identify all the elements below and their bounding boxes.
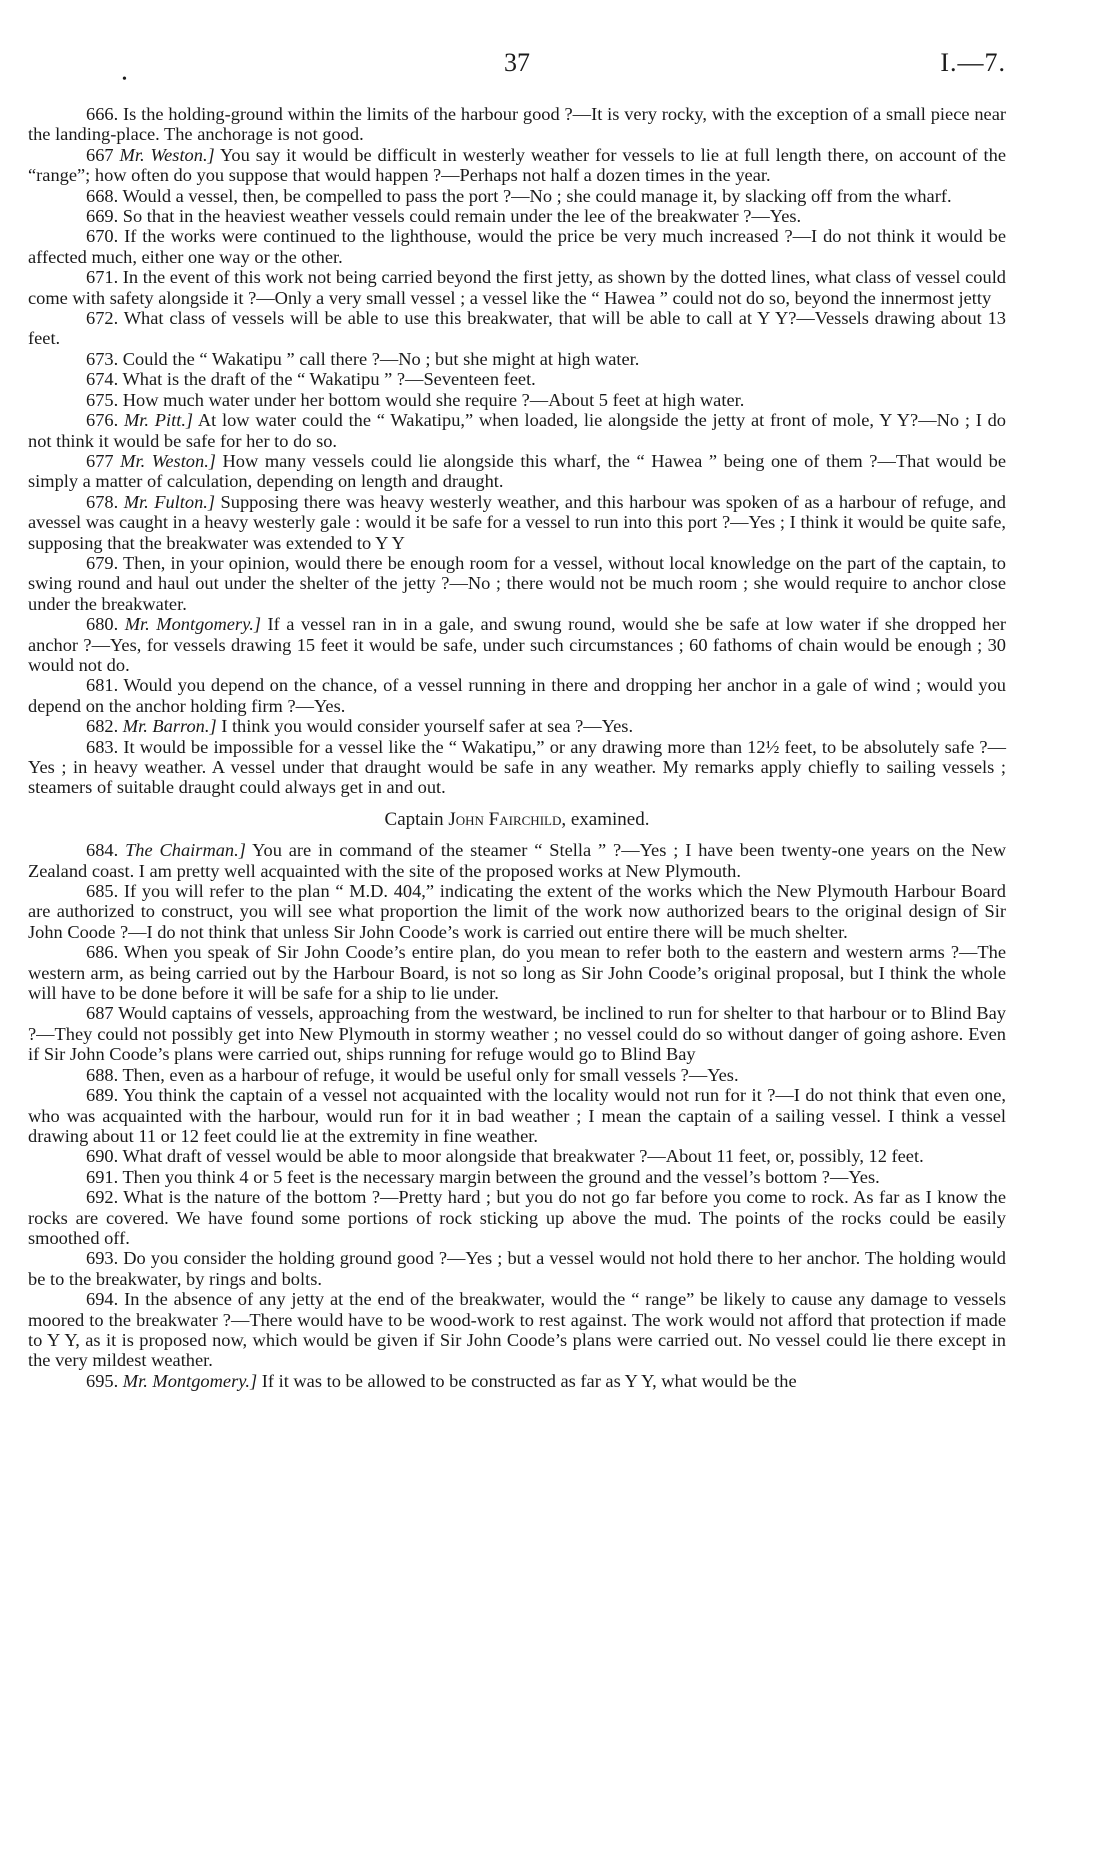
question-number: 695.	[86, 1370, 123, 1391]
paragraph-text: 694. In the absence of any jetty at the end of the breakwater, would the “ range” be likely to cause any damage to vessels moored to the breakwater ?—There would have to be wood-work to rest against. The work would not afford that protection if made to Y Y, as it is proposed now, which would be given if Sir John Coode’s plans were carried out. No vessel could lie there except in the very mildest weather.	[28, 1289, 1006, 1371]
question-paragraph	[28, 1065, 1006, 1085]
paragraph-text: 668. Would a vessel, then, be compelled to pass the port ?—No ; she could manage it, by slacking off from the wharf.	[86, 185, 952, 206]
paragraph-text: You are in command of the steamer “ Stella ” ?—Yes ; I have been twenty-one years on the New Zealand coast. I am pretty well acquainted with the site of the proposed works at New Plymouth.	[28, 840, 1006, 881]
question-paragraph	[28, 881, 1006, 942]
paragraph-text: 691. Then you think 4 or 5 feet is the necessary margin between the ground and the vessel’s bottom ?—Yes.	[86, 1166, 880, 1187]
paragraph-text: 674. What is the draft of the “ Wakatipu ” ?—Seventeen feet.	[86, 369, 536, 390]
question-paragraph	[28, 1289, 1006, 1371]
speaker-name: Mr. Fulton.]	[123, 491, 216, 512]
speaker-name: Mr. Weston.]	[120, 450, 216, 471]
speaker-name: Mr. Montgomery.]	[124, 614, 261, 635]
question-paragraph	[28, 942, 1006, 1003]
speaker-name: Mr. Montgomery.]	[122, 1370, 258, 1391]
question-paragraph	[28, 308, 1006, 349]
question-paragraph	[28, 390, 1006, 410]
question-paragraph	[28, 186, 1006, 206]
question-number: 684.	[86, 840, 126, 861]
paragraph-text: If a vessel ran in in a gale, and swung round, would she be safe at low water if she dropped her anchor ?—Yes, for vessels drawing 15 feet it would be safe, under such circumstances ; 60 fathoms of chain would be enough ; 30 would not do.	[28, 614, 1007, 675]
question-paragraph	[28, 1371, 1006, 1391]
question-paragraph	[28, 369, 1006, 389]
question-paragraph	[28, 840, 1006, 881]
speaker-name: Mr. Pitt.]	[123, 410, 194, 431]
question-paragraph	[28, 492, 1006, 553]
question-paragraph	[28, 1003, 1006, 1064]
witness-heading	[28, 810, 1006, 830]
question-paragraph	[28, 716, 1006, 736]
question-paragraph	[28, 145, 1006, 186]
paragraph-text: I think you would consider yourself safer at sea ?—Yes.	[216, 716, 634, 737]
paragraph-text: 670. If the works were continued to the lighthouse, would the price be very much increased ?—I do not think it would be affected much, either one way or the other.	[28, 226, 1006, 267]
question-paragraph	[28, 614, 1006, 675]
question-number: 667	[86, 144, 120, 165]
question-paragraph	[28, 104, 1006, 145]
question-number: 680.	[86, 614, 125, 635]
paragraph-text: 679. Then, in your opinion, would there be enough room for a vessel, without local knowledge on the part of the captain, to swing round and haul out under the shelter of the jetty ?—No ; there would not be much room ; she would require to anchor close under the breakwater.	[28, 552, 1006, 614]
paragraph-text: Supposing there was heavy westerly weather, and this harbour was spoken of as a harbour of refuge, and avessel was caught in a heavy westerly gale : would it be safe for a vessel to run into this port ?—Yes ; I think it would be quite safe, supposing that the breakwater was extended to Y Y	[28, 491, 1006, 553]
question-paragraph	[28, 1187, 1006, 1248]
paragraph-text: 686. When you speak of Sir John Coode’s entire plan, do you mean to refer both to the eastern and western arms ?—The western arm, as being carried out by the Harbour Board, is not so long as Sir John Coode’s original proposal, but I think the whole will have to be done before it will be safe for a ship to lie under.	[28, 942, 1006, 1004]
paragraph-text: 693. Do you consider the holding ground good ?—Yes ; but a vessel would not hold there to her anchor. The holding would be to the breakwater, by rings and bolts.	[28, 1248, 1006, 1289]
question-number: 682.	[86, 716, 123, 737]
question-paragraph	[28, 1167, 1006, 1187]
paragraph-text: 690. What draft of vessel would be able to moor alongside that breakwater ?—About 11 feet, or, possibly, 12 feet.	[86, 1146, 924, 1167]
paragraph-text: 675. How much water under her bottom would she require ?—About 5 feet at high water.	[86, 389, 745, 410]
witness-heading-suffix: , examined.	[561, 808, 650, 830]
question-paragraph	[28, 451, 1006, 492]
document-reference: I.—7.	[940, 48, 1006, 77]
paragraph-text: 685. If you will refer to the plan “ M.D. 404,” indicating the extent of the works which the New Plymouth Harbour Board are authorized to construct, you will see what proportion the limit of the work now authorized bears to the original design of Sir John Coode ?—I do not think that unless Sir John Coode’s work is carried out entire there will be much shelter.	[28, 881, 1006, 942]
paragraph-text: How many vessels could lie alongside this wharf, the “ Hawea ” being one of them ?—That would be simply a matter of calculation, depending on length and draught.	[28, 450, 1007, 492]
paragraph-text: 689. You think the captain of a vessel not acquainted with the locality would not run for it ?—I do not think that even one, who was acquainted with the harbour, would run for it in bad weather ; I mean the captain of a sailing vessel. I think a vessel drawing about 11 or 12 feet could lie at the extremity in fine weather.	[28, 1085, 1006, 1146]
question-paragraph	[28, 1248, 1006, 1289]
paragraph-text: 666. Is the holding-ground within the limits of the harbour good ?—It is very rocky, with the exception of a small piece near the landing-place. The anchorage is not good.	[28, 104, 1006, 145]
witness-name: John Fairchild	[448, 808, 562, 830]
question-paragraph	[28, 206, 1006, 226]
question-number: 677	[86, 450, 121, 471]
page-number: 37	[504, 48, 530, 77]
question-paragraph	[28, 675, 1006, 716]
testimony-block-fairchild	[28, 840, 1006, 1391]
question-paragraph	[28, 226, 1006, 267]
paragraph-text: At low water could the “ Wakatipu,” when loaded, lie alongside the jetty at front of mole, Y Y?—No ; I do not think it would be safe for her to do so.	[28, 410, 1007, 451]
speaker-name: Mr. Weston.]	[119, 144, 215, 165]
paragraph-text: 671. In the event of this work not being carried beyond the first jetty, as shown by the dotted lines, what class of vessel could come with safety alongside it ?—Only a very small vessel ; a vessel like the “ Hawea ” could not do so, beyond the innermost jetty	[28, 267, 1006, 308]
paragraph-text: 672. What class of vessels will be able to use this breakwater, that will be able to call at Y Y?—Vessels drawing about 13 feet.	[28, 308, 1006, 349]
paragraph-text: 669. So that in the heaviest weather vessels could remain under the lee of the breakwater ?—Yes.	[86, 206, 802, 227]
paragraph-text: 681. Would you depend on the chance, of a vessel running in there and dropping her anchor in a gale of wind ; would you depend on the anchor holding firm ?—Yes.	[28, 675, 1006, 716]
question-paragraph	[28, 553, 1006, 614]
question-paragraph	[28, 737, 1006, 798]
paragraph-text: 688. Then, even as a harbour of refuge, it would be useful only for small vessels ?—Yes.	[86, 1064, 739, 1085]
question-number: 676.	[86, 410, 124, 431]
document-body	[28, 104, 1006, 1391]
question-paragraph	[28, 1146, 1006, 1166]
speaker-name: Mr. Barron.]	[122, 716, 217, 737]
testimony-block-first-witness	[28, 104, 1006, 798]
paragraph-text: 692. What is the nature of the bottom ?—Pretty hard ; but you do not go far before you come to rock. As far as I know the rocks are covered. We have found some portions of rock sticking up above the mud. The points of the rocks could be easily smoothed off.	[28, 1187, 1006, 1248]
paragraph-text: If it was to be allowed to be constructed as far as Y Y, what would be the	[257, 1370, 797, 1391]
paragraph-text: 683. It would be impossible for a vessel like the “ Wakatipu,” or any drawing more than 12½ feet, to be absolutely safe ?—Yes ; in heavy weather. A vessel under that draught would be safe in any weather. My remarks apply chiefly to sailing vessels ; steamers of suitable draught could always get in and out.	[28, 736, 1006, 798]
speaker-name: The Chairman.]	[125, 840, 246, 861]
question-paragraph	[28, 1085, 1006, 1146]
question-paragraph	[28, 349, 1006, 369]
question-number: 678.	[86, 491, 124, 512]
paragraph-text: 687 Would captains of vessels, approaching from the westward, be inclined to run for shelter to that harbour or to Blind Bay ?—They could not possibly get into New Plymouth in stormy weather ; no vessel could do so without danger of going ashore. Even if Sir John Coode’s plans were carried out, ships running for refuge would go to Blind Bay	[28, 1003, 1006, 1065]
question-paragraph	[28, 410, 1006, 451]
paragraph-text: You say it would be difficult in westerly weather for vessels to lie at full length there, on account of the “range”; how often do you suppose that would happen ?—Perhaps not half a dozen times in the year.	[28, 144, 1007, 186]
witness-heading-prefix: Captain	[384, 808, 449, 830]
bullet-mark: •	[122, 72, 127, 87]
page-header	[28, 48, 1006, 87]
question-paragraph	[28, 267, 1006, 308]
paragraph-text: 673. Could the “ Wakatipu ” call there ?—No ; but she might at high water.	[86, 348, 640, 369]
